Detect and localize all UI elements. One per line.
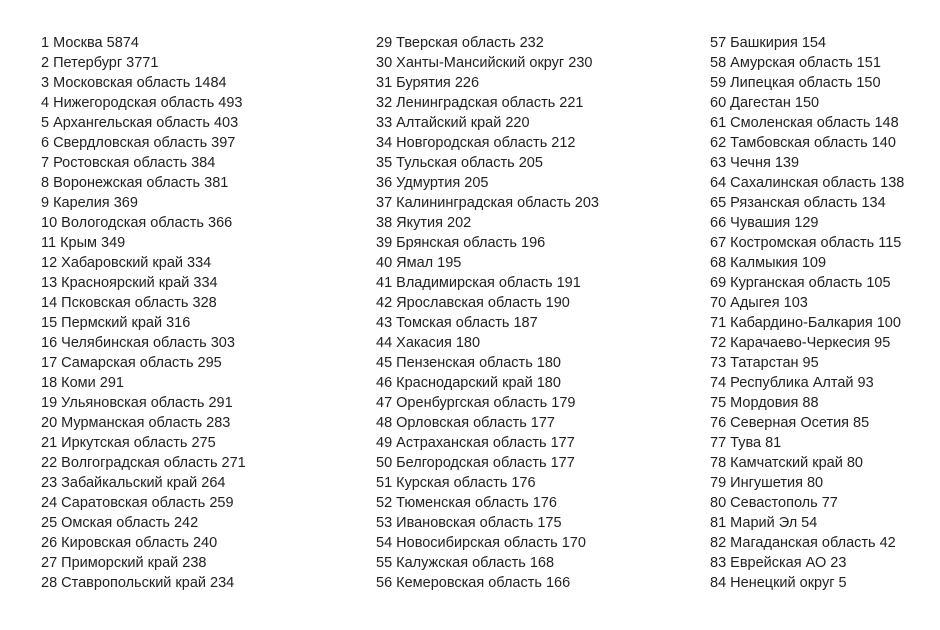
ranking-entry: 82 Магаданская область 42	[710, 535, 896, 551]
ranking-entry: 23 Забайкальский край 264	[41, 475, 226, 491]
ranking-entry: 63 Чечня 139	[710, 155, 800, 171]
ranking-entry: 60 Дагестан 150	[710, 95, 820, 111]
ranking-entry: 1 Москва 5874	[41, 35, 139, 51]
ranking-entry: 53 Ивановская область 175	[376, 515, 562, 531]
ranking-entry: 48 Орловская область 177	[376, 415, 555, 431]
ranking-entry: 74 Республика Алтай 93	[710, 375, 874, 391]
ranking-entry: 34 Новгородская область 212	[376, 135, 576, 151]
ranking-entry: 12 Хабаровский край 334	[41, 255, 212, 271]
ranking-entry: 80 Севастополь 77	[710, 495, 838, 511]
ranking-entry: 35 Тульская область 205	[376, 155, 543, 171]
ranking-entry: 70 Адыгея 103	[710, 295, 808, 311]
ranking-entry: 21 Иркутская область 275	[41, 435, 216, 451]
ranking-entry: 2 Петербург 3771	[41, 55, 159, 71]
ranking-entry: 40 Ямал 195	[376, 255, 462, 271]
ranking-entry: 58 Амурская область 151	[710, 55, 881, 71]
ranking-entry: 24 Саратовская область 259	[41, 495, 234, 511]
ranking-entry: 56 Кемеровская область 166	[376, 575, 571, 591]
ranking-entry: 49 Астраханская область 177	[376, 435, 575, 451]
ranking-entry: 71 Кабардино-Балкария 100	[710, 315, 901, 331]
ranking-column-1	[41, 33, 246, 593]
ranking-entry: 59 Липецкая область 150	[710, 75, 881, 91]
ranking-entry: 38 Якутия 202	[376, 215, 472, 231]
ranking-entry: 57 Башкирия 154	[710, 35, 827, 51]
ranking-entry: 79 Ингушетия 80	[710, 475, 824, 491]
ranking-entry: 44 Хакасия 180	[376, 335, 481, 351]
ranking-entry: 37 Калининградская область 203	[376, 195, 599, 211]
ranking-entry: 9 Карелия 369	[41, 195, 138, 211]
ranking-entry: 41 Владимирская область 191	[376, 275, 581, 291]
ranking-entry: 81 Марий Эл 54	[710, 515, 818, 531]
ranking-entry: 46 Краснодарский край 180	[376, 375, 561, 391]
ranking-entry: 76 Северная Осетия 85	[710, 415, 870, 431]
ranking-column-2	[376, 33, 599, 593]
ranking-entry: 8 Воронежская область 381	[41, 175, 229, 191]
ranking-entry: 32 Ленинградская область 221	[376, 95, 584, 111]
ranking-entry: 64 Сахалинская область 138	[710, 175, 905, 191]
ranking-entry: 84 Ненецкий округ 5	[710, 575, 847, 591]
ranking-entry: 6 Свердловская область 397	[41, 135, 236, 151]
ranking-entry: 73 Татарстан 95	[710, 355, 819, 371]
ranking-entry: 43 Томская область 187	[376, 315, 538, 331]
ranking-entry: 42 Ярославская область 190	[376, 295, 570, 311]
ranking-entry: 67 Костромская область 115	[710, 235, 902, 251]
ranking-entry: 54 Новосибирская область 170	[376, 535, 586, 551]
ranking-entry: 16 Челябинская область 303	[41, 335, 235, 351]
ranking-entry: 7 Ростовская область 384	[41, 155, 216, 171]
ranking-entry: 45 Пензенская область 180	[376, 355, 561, 371]
ranking-entry: 77 Тува 81	[710, 435, 782, 451]
ranking-entry: 15 Пермский край 316	[41, 315, 191, 331]
ranking-entry: 14 Псковская область 328	[41, 295, 217, 311]
ranking-entry: 66 Чувашия 129	[710, 215, 819, 231]
ranking-entry: 17 Самарская область 295	[41, 355, 222, 371]
ranking-entry: 62 Тамбовская область 140	[710, 135, 896, 151]
ranking-entry: 13 Красноярский край 334	[41, 275, 218, 291]
ranking-entry: 5 Архангельская область 403	[41, 115, 239, 131]
ranking-entry: 19 Ульяновская область 291	[41, 395, 233, 411]
ranking-entry: 61 Смоленская область 148	[710, 115, 899, 131]
ranking-entry: 52 Тюменская область 176	[376, 495, 557, 511]
ranking-entry: 26 Кировская область 240	[41, 535, 218, 551]
ranking-entry: 28 Ставропольский край 234	[41, 575, 235, 591]
ranking-column-3	[710, 33, 904, 593]
ranking-entry: 78 Камчатский край 80	[710, 455, 863, 471]
ranking-entry: 30 Ханты-Мансийский округ 230	[376, 55, 593, 71]
ranking-entry: 4 Нижегородская область 493	[41, 95, 243, 111]
ranking-entry: 55 Калужская область 168	[376, 555, 555, 571]
ranking-entry: 75 Мордовия 88	[710, 395, 819, 411]
ranking-entry: 83 Еврейская АО 23	[710, 555, 847, 571]
ranking-entry: 11 Крым 349	[41, 235, 126, 251]
ranking-entry: 20 Мурманская область 283	[41, 415, 231, 431]
ranking-entry: 36 Удмуртия 205	[376, 175, 489, 191]
ranking-entry: 72 Карачаево-Черкесия 95	[710, 335, 891, 351]
ranking-entry: 25 Омская область 242	[41, 515, 199, 531]
ranking-entry: 69 Курганская область 105	[710, 275, 891, 291]
ranking-entry: 10 Вологодская область 366	[41, 215, 233, 231]
ranking-entry: 65 Рязанская область 134	[710, 195, 886, 211]
ranking-entry: 22 Волгоградская область 271	[41, 455, 246, 471]
ranking-entry: 33 Алтайский край 220	[376, 115, 530, 131]
ranking-entry: 47 Оренбургская область 179	[376, 395, 576, 411]
ranking-entry: 51 Курская область 176	[376, 475, 536, 491]
ranking-entry: 3 Московская область 1484	[41, 75, 227, 91]
ranking-entry: 29 Тверская область 232	[376, 35, 544, 51]
ranking-entry: 39 Брянская область 196	[376, 235, 546, 251]
ranking-entry: 27 Приморский край 238	[41, 555, 207, 571]
ranking-entry: 31 Бурятия 226	[376, 75, 480, 91]
ranking-entry: 68 Калмыкия 109	[710, 255, 827, 271]
ranking-entry: 50 Белгородская область 177	[376, 455, 575, 471]
ranking-entry: 18 Коми 291	[41, 375, 124, 391]
